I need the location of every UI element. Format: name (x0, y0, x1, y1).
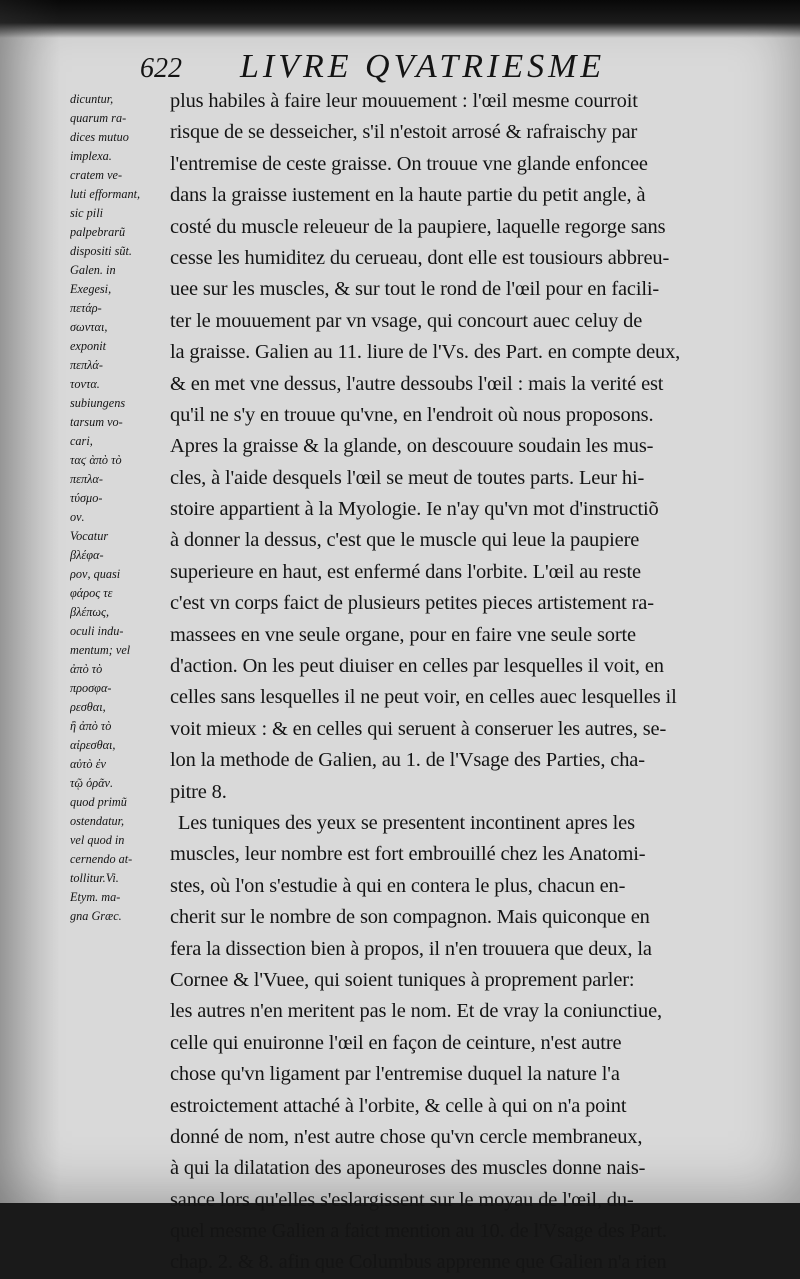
text-line: uee sur les muscles, & sur tout le rond de l'œil pour en facili- (170, 278, 660, 301)
text-line: massees en vne seule organe, pour en faire vne seule sorte (170, 623, 636, 646)
text-line: l'entremise de ceste graisse. On trouue vne glande enfoncee (170, 152, 648, 175)
margin-note-line: βλέπως, (70, 605, 110, 619)
text-line: plus habiles à faire leur mouuement : l'œil mesme courroit (170, 90, 638, 112)
text-line: celle qui enuironne l'œil en façon de ceinture, n'est autre (170, 1031, 622, 1054)
margin-note-line: cratem ve- (70, 168, 123, 182)
margin-note-line: vel quod in (70, 833, 125, 847)
margin-note-line: πεπλά- (70, 358, 103, 372)
text-line: qu'il ne s'y en trouue qu'vne, en l'endroit où nous proposons. (170, 403, 654, 426)
margin-note-line: αὐτὸ ἐν (70, 757, 106, 771)
margin-note-line: sic pili (70, 206, 104, 220)
margin-note-line: gna Græc. (70, 909, 122, 923)
text-line: superieure en haut, est enfermé dans l'orbite. L'œil au reste (170, 560, 641, 583)
text-line: lon la methode de Galien, au 1. de l'Vsage des Parties, cha- (170, 749, 645, 772)
text-line: stes, où l'on s'estudie à qui en contera le plus, chacun en- (170, 874, 626, 897)
text-line: donné de nom, n'est autre chose qu'vn cercle membraneux, (170, 1125, 643, 1148)
text-line: la graisse. Galien au 11. liure de l'Vs. des Part. en compte deux, (170, 341, 681, 364)
text-line: fera la dissection bien à propos, il n'en trouuera que deux, la (170, 937, 652, 960)
margin-note-line: προσφα- (70, 681, 112, 695)
margin-note-line: αἰρεσθαι, (70, 738, 116, 752)
text-line: risque de se desseicher, s'il n'estoit arrosé & rafraischy par (170, 121, 638, 144)
text-line: pitre 8. (170, 780, 227, 803)
margin-note-line: τύσμο- (70, 491, 103, 505)
margin-note-line: dices mutuo (70, 130, 129, 144)
margin-note-line: luti efformant, (70, 187, 141, 201)
margin-note-line: quarum ra- (70, 111, 127, 125)
margin-note-line: βλέφα- (70, 548, 104, 562)
text-line: les autres n'en meritent pas le nom. Et de vray la coniunctiue, (170, 1000, 663, 1023)
page-number: 622 (140, 53, 182, 84)
margin-note-line: quod primũ (70, 795, 127, 809)
text-line: quel mesme Galien a faict mention au 10. de l'Vsage des Part. (170, 1220, 667, 1243)
margin-note-line: tarsum vo- (70, 415, 123, 429)
text-line: muscles, leur nombre est fort embrouillé chez les Anatomi- (170, 843, 646, 866)
text-line: cesse les humiditez du cerueau, dont elle est tousiours abbreu- (170, 246, 670, 269)
text-line: estroictement attaché à l'orbite, & celle à qui on n'a point (170, 1094, 627, 1117)
text-line: cherit sur le nombre de son compagnon. Mais quiconque en (170, 906, 650, 929)
text-line: stoire appartient à la Myologie. Ie n'ay qu'vn mot d'instructiõ (170, 498, 659, 521)
text-line: c'est vn corps faict de plusieurs petites pieces artistement ra- (170, 592, 654, 615)
running-title: LIVRE QVATRIESME (240, 48, 606, 85)
margin-note-line: exponit (70, 339, 107, 353)
margin-note-line: τοντα. (70, 377, 100, 391)
margin-note-line: ἢ ἀπὸ τὸ (70, 719, 112, 733)
margin-note-line: φάρος τε (70, 586, 113, 600)
text-line: Les tuniques des yeux se presentent incontinent apres les (177, 811, 635, 834)
margin-note-line: cari, (70, 434, 93, 448)
text-line: ter le mouuement par vn vsage, qui concourt auec celuy de (170, 309, 643, 332)
margin-note-line: mentum; vel (70, 643, 131, 657)
margin-note-line: Etym. ma- (70, 890, 121, 904)
margin-note-line: oculi indu- (70, 624, 124, 638)
margin-note-line: tollitur.Vi. (70, 871, 119, 885)
margin-note-line: πεπλα- (70, 472, 103, 486)
margin-note-line: subiungens (70, 396, 126, 410)
text-line: & en met vne dessus, l'autre dessoubs l'œil : mais la verité est (170, 372, 664, 395)
text-line: à qui la dilatation des aponeuroses des muscles donne nais- (170, 1157, 646, 1180)
margin-note-line: ρεσθαι, (70, 700, 106, 714)
main-text (170, 86, 770, 1279)
text-line: Apres la graisse & la glande, on descouure soudain les mus- (170, 435, 654, 458)
text-line: celles sans lesquelles il ne peut voir, en celles auec lesquelles il (170, 686, 677, 709)
text-line: cles, à l'aide desquels l'œil se meut de toutes parts. Leur hi- (170, 466, 645, 489)
text-line: sance lors qu'elles s'eslargissent sur le moyau de l'œil, du- (170, 1188, 634, 1211)
text-line: voit mieux : & en celles qui seruent à conseruer les autres, se- (170, 717, 667, 740)
text-line: à donner la dessus, c'est que le muscle qui leue la paupiere (170, 529, 640, 552)
margin-note-line: σωνται, (70, 320, 108, 334)
margin-note-line: ρον, quasi (70, 567, 121, 581)
margin-note-line: ostendatur, (70, 814, 125, 828)
margin-note-line: ον. (70, 510, 85, 524)
gutter-shadow (0, 0, 60, 1203)
margin-note-line: ταϛ ὰπὸ τὸ (70, 453, 122, 467)
margin-note-line: ἀπὸ τὸ (70, 662, 103, 676)
margin-note-line: cernendo at- (70, 852, 133, 866)
margin-note-line: palpebrarũ (70, 225, 126, 239)
margin-note-line: τῷ ὁρᾶν. (70, 776, 114, 790)
margin-note-line: Vocatur (70, 529, 109, 543)
text-line: Cornee & l'Vuee, qui soient tuniques à proprement parler: (170, 968, 635, 991)
margin-note-line: πετάρ- (70, 301, 102, 315)
margin-note-line: Exegesi, (70, 282, 112, 296)
margin-note-line: Galen. in (70, 263, 116, 277)
margin-note-line: implexa. (70, 149, 112, 163)
text-line: costé du muscle releueur de la paupiere, laquelle regorge sans (170, 215, 666, 238)
margin-notes (70, 90, 170, 926)
text-line: dans la graisse iustement en la haute partie du petit angle, à (170, 184, 646, 207)
text-line: chap. 2. & 8. afin que Columbus apprenne que Galien n'a rien (170, 1251, 667, 1274)
text-line: chose qu'vn ligament par l'entremise duquel la nature l'a (170, 1063, 620, 1086)
margin-note-line: dispositi sũt. (70, 244, 132, 258)
margin-note-line: dicuntur, (70, 92, 114, 106)
text-line: d'action. On les peut diuiser en celles par lesquelles il voit, en (170, 655, 664, 678)
